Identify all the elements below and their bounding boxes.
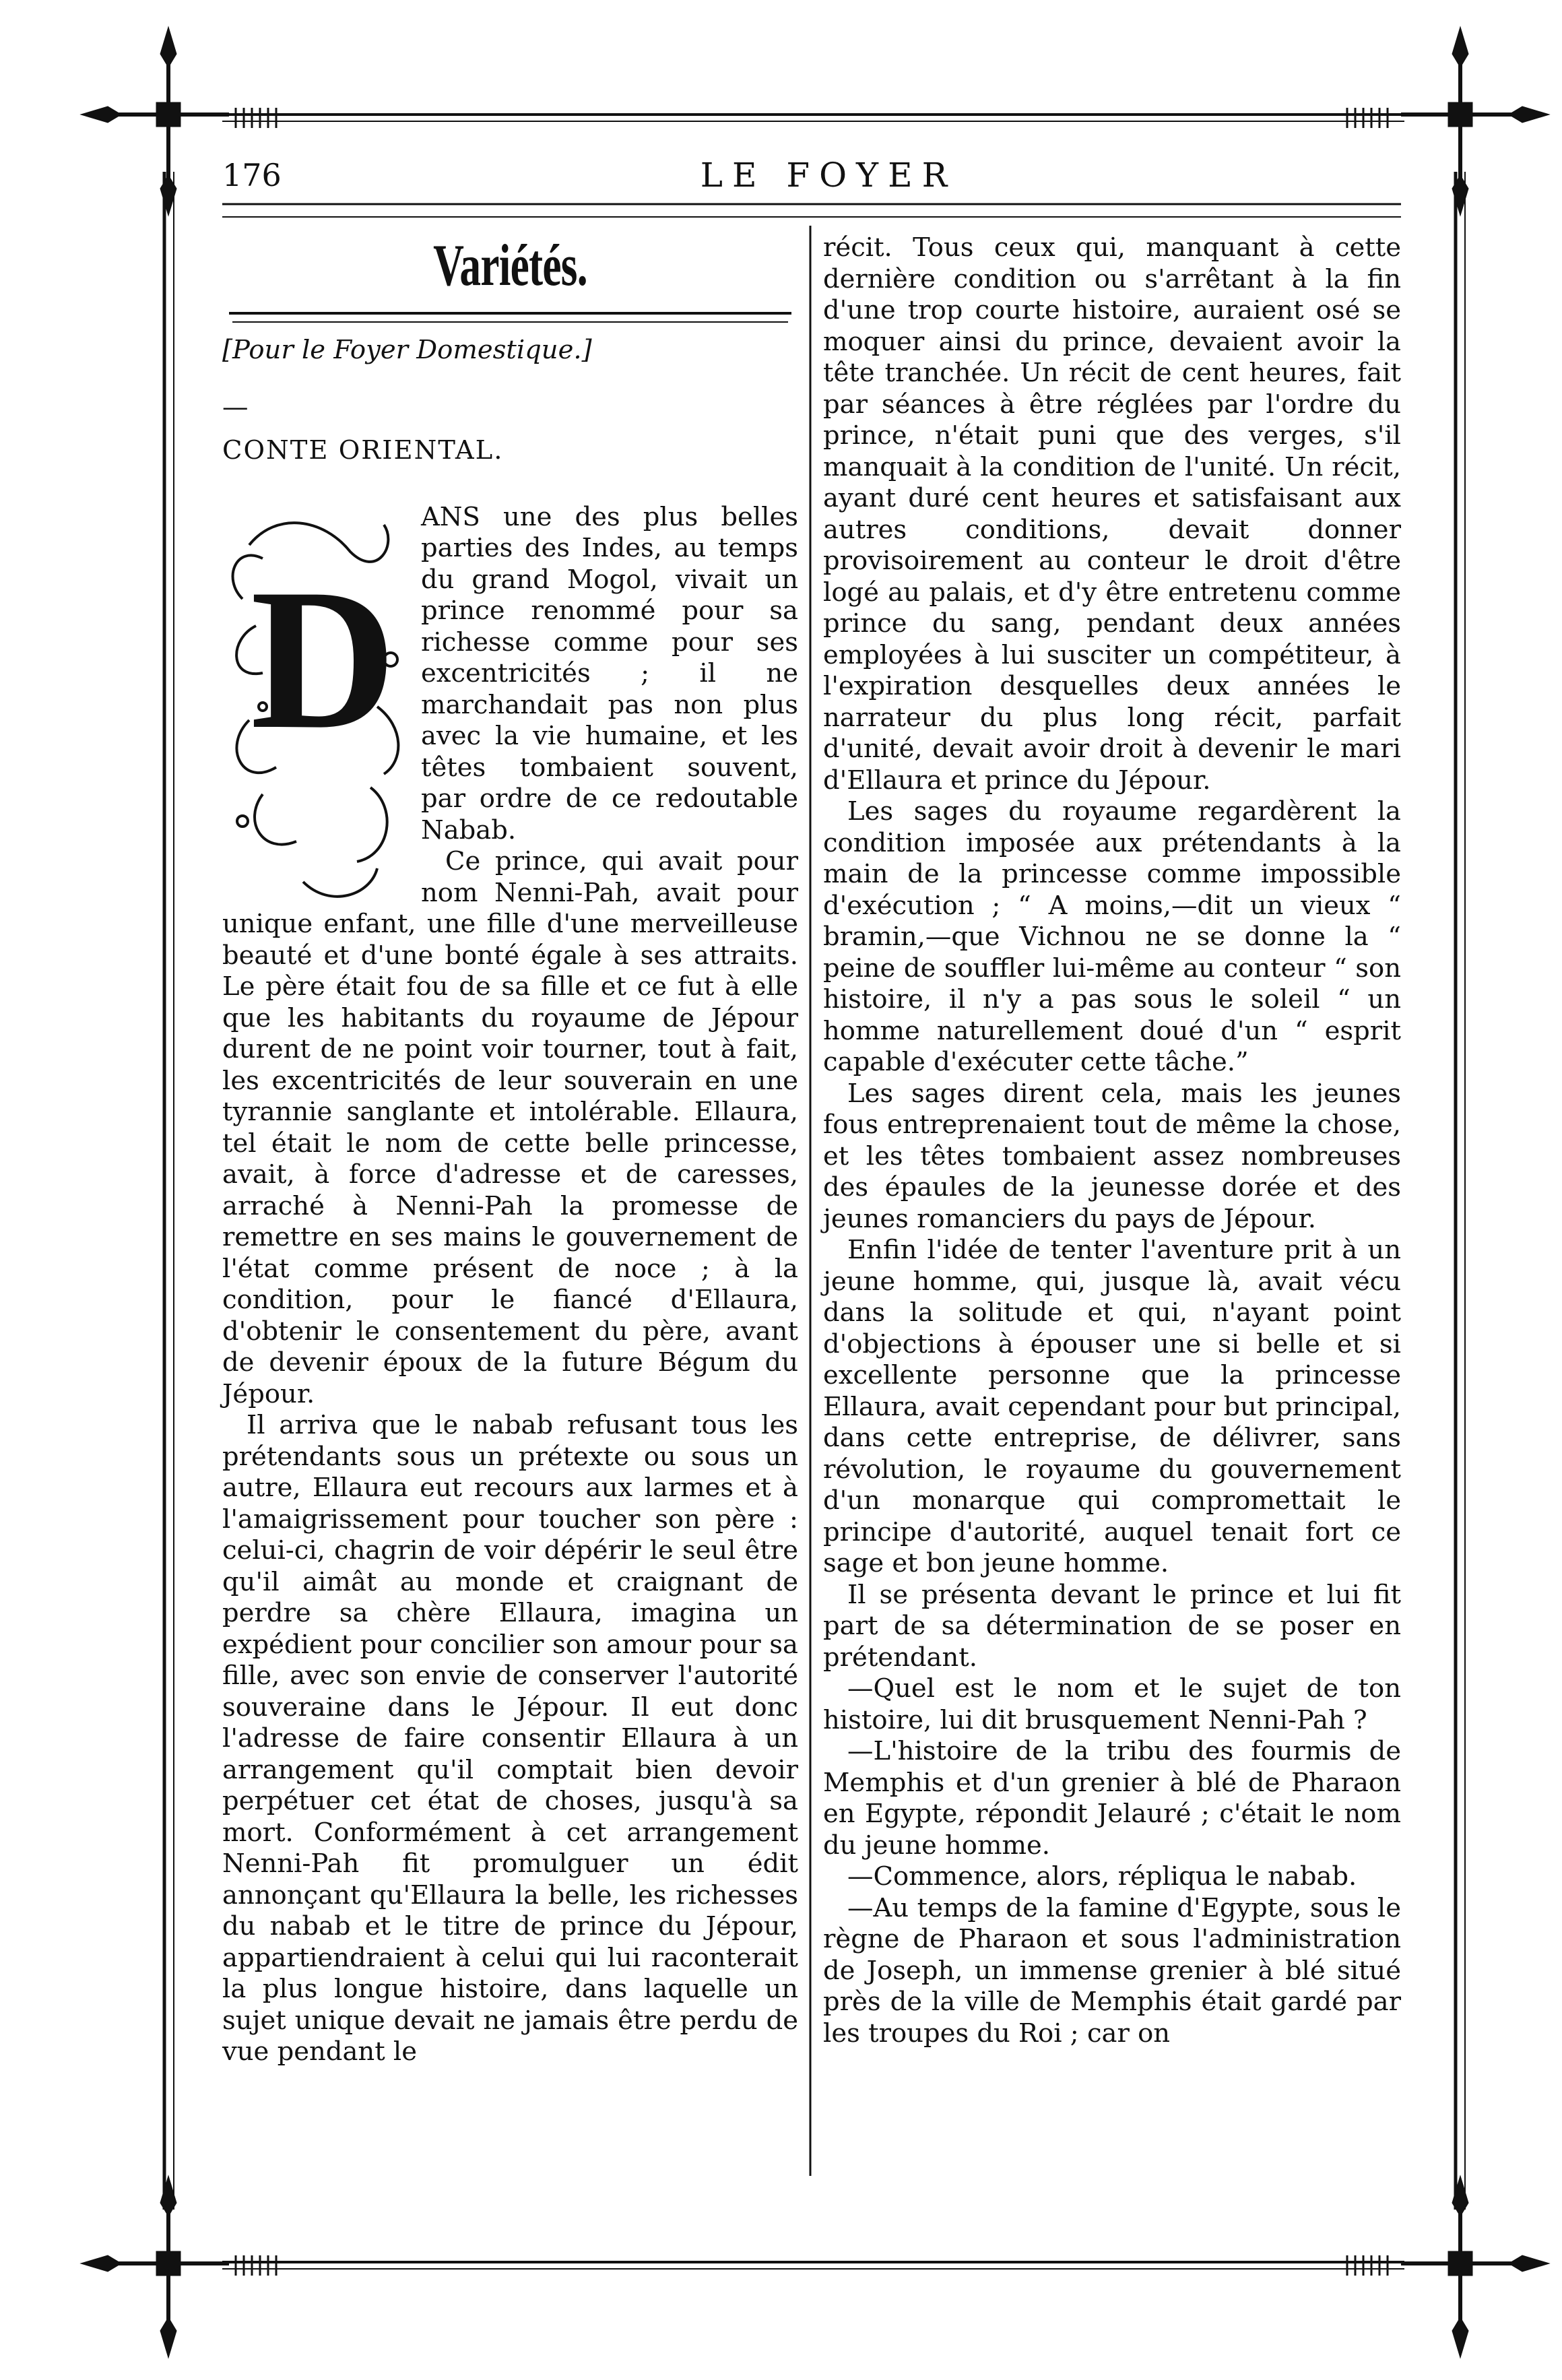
story-body-left (222, 502, 798, 2068)
paragraph-5: Les sages du royaume regardèrent la condition imposée aux prétendants à la main de la princesse comme impossible d'exécution ; “ A moins,—dit un vieux “ bramin,—que Vichnou ne se donne la “ peine de souffler lui-même au conteur “ son histoire, il n'y a pas sous le soleil “ un homme naturellement doué d'un “ esprit capable d'exécuter cette tâche.” (823, 796, 1401, 1077)
paragraph-3: Il arriva que le nabab refusant tous les prétendants sous un prétexte ou sous un autre, Ellaura eut recours aux larmes et à l'amaigrissement pour toucher son père : celui-ci, chagrin de voir dépérir le seul être qu'il aimât au monde et craignant de perdre sa chère Ellaura, imagina un expédient pour concilier son amour pour sa fille, avec son envie de conserver l'autorité souveraine dans le Jépour. Il eut donc l'adresse de faire consentir Ellaura à un arrangement qu'il comptait bien devoir perpétuer cet état de choses, jusqu'à sa mort. Conformément à cet arrangement Nenni-Pah fit promulguer un édit annonçant qu'Ellaura la belle, les richesses du nabab et le titre de prince du Jépour, appartiendraient à celui qui lui raconterait la plus longue histoire, dans laquelle un sujet unique devait ne jamais être perdu de vue pendant le (222, 1410, 798, 2067)
paragraph-4: récit. Tous ceux qui, manquant à cette dernière condition ou s'arrêtant à la fin d'une trop courte histoire, auraient osé se moquer ainsi du prince, devaient avoir la tête tranchée. Un récit de cent heures, fait par séances à être réglées par l'ordre du prince, n'était puni que des verges, s'il manquait à la condition de l'unité. Un récit, ayant duré cent heures et satisfaisant aux autres conditions, devait donner provisoirement au conteur le droit d'être logé au palais, et d'y être entretenu comme prince du sang, pendant deux années employées à lui susciter un compétiteur, à l'expiration desquelles deux années le narrateur du plus long récit, parfait d'unité, devait avoir droit à devenir le mari d'Ellaura et prince du Jépour. (823, 232, 1401, 796)
ornamental-dropcap (222, 505, 414, 909)
paragraph-12: —Au temps de la famine d'Egypte, sous le règne de Pharaon et sous l'administration de Joseph, un immense grenier à blé situé près de la ville de Memphis était gardé par les troupes du Roi ; car on (823, 1892, 1401, 2049)
paragraph-11: —Commence, alors, répliqua le nabab. (847, 1861, 1357, 1892)
paragraph-6: Les sages dirent cela, mais les jeunes fous entreprenaient tout de même la chose, et les têtes tombaient assez nombreuses des épaules de la jeunesse dorée et des jeunes romanciers du pays de Jépour. (823, 1078, 1401, 1234)
separator-dash: — (222, 391, 249, 422)
running-title: LE FOYER (700, 156, 957, 195)
paragraph-8: Il se présenta devant le prince et lui fit part de sa détermination de se poser en prétendant. (823, 1579, 1401, 1673)
page-number: 176 (222, 157, 282, 193)
page-header (222, 152, 1435, 199)
paragraph-10: —L'histoire de la tribu des fourmis de Memphis et d'un grenier à blé de Pharaon en Egypte, répondit Jelauré ; c'était le nom du jeune homme. (823, 1736, 1401, 1861)
right-column (823, 232, 1401, 2049)
left-column (222, 232, 798, 2068)
dropcap-letter: D (250, 546, 397, 771)
paragraph-2: Ce prince, qui avait pour nom Nenni-Pah, avait pour unique enfant, une fille d'une merveilleuse beauté et d'une bonté égale à ses attraits. Le père était fou de sa fille et ce fut à elle que les habitants du royaume de Jépour durent de ne point voir tourner, tout à fait, les excentricités de leur souverain en une tyrannie sanglante et intolérable. Ellaura, tel était le nom de cette belle princesse, avait, à force d'adresse et de caresses, arraché à Nenni-Pah la promesse de remettre en ses mains le gouvernement de l'état comme présent de noce ; à la condition, pour le fiancé d'Ellaura, d'obtenir le consentement du père, avant de devenir époux de la future Bégum du Jépour. (222, 846, 798, 1409)
paragraph-9: —Quel est le nom et le sujet de ton histoire, lui dit brusquement Nenni-Pah ? (823, 1673, 1401, 1735)
paragraph-7: Enfin l'idée de tenter l'aventure prit à un jeune homme, qui, jusque là, avait vécu dans la solitude et qui, n'ayant point d'objections à épouser une si belle et si excellente personne que la princesse Ellaura, avait cependant pour but principal, dans cette entreprise, de délivrer, sans révolution, le royaume du gouvernement d'un monarque qui compromettait le principe d'autorité, auquel tenait fort ce sage et bon jeune homme. (823, 1235, 1401, 1578)
story-title: CONTE ORIENTAL. (222, 435, 504, 465)
paragraph-1: ANS une des plus belles parties des Indes, au temps du grand Mogol, vivait un prince renommé pour sa richesse comme pour ses excentricités ; il ne marchandait pas non plus avec la vie humaine, et les têtes tombaient souvent, par ordre de ce redoutable Nabab. (421, 501, 798, 845)
section-title: Variétés. (433, 233, 587, 298)
attribution: [Pour le Foyer Domestique.] (222, 335, 592, 365)
